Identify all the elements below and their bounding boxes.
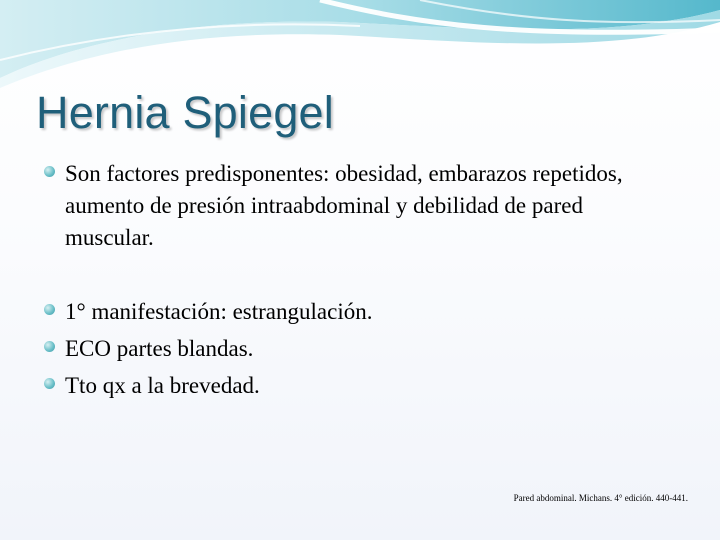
bullet-text: Son factores predisponentes: obesidad, embarazos repetidos, aumento de presión intraabdominal y debilidad de pared muscular. (65, 161, 623, 250)
slide-title: Hernia Spiegel (36, 87, 334, 138)
bullet-item (44, 296, 674, 328)
bullet-text: 1° manifestación: estrangulación. (65, 299, 373, 324)
bullet-list (44, 158, 674, 402)
bullet-item (44, 333, 674, 365)
bullet-dot-icon (44, 304, 55, 315)
bullet-dot-icon (44, 341, 55, 352)
bullet-item (44, 370, 674, 402)
bullet-dot-icon (44, 166, 55, 177)
header-wave-decoration (0, 0, 720, 90)
bullet-text: Tto qx a la brevedad. (65, 373, 260, 398)
bullet-item (44, 158, 674, 254)
citation: Pared abdominal. Michans. 4° edición. 440-441. (513, 493, 688, 503)
bullet-dot-icon (44, 378, 55, 389)
bullet-text: ECO partes blandas. (65, 336, 254, 361)
